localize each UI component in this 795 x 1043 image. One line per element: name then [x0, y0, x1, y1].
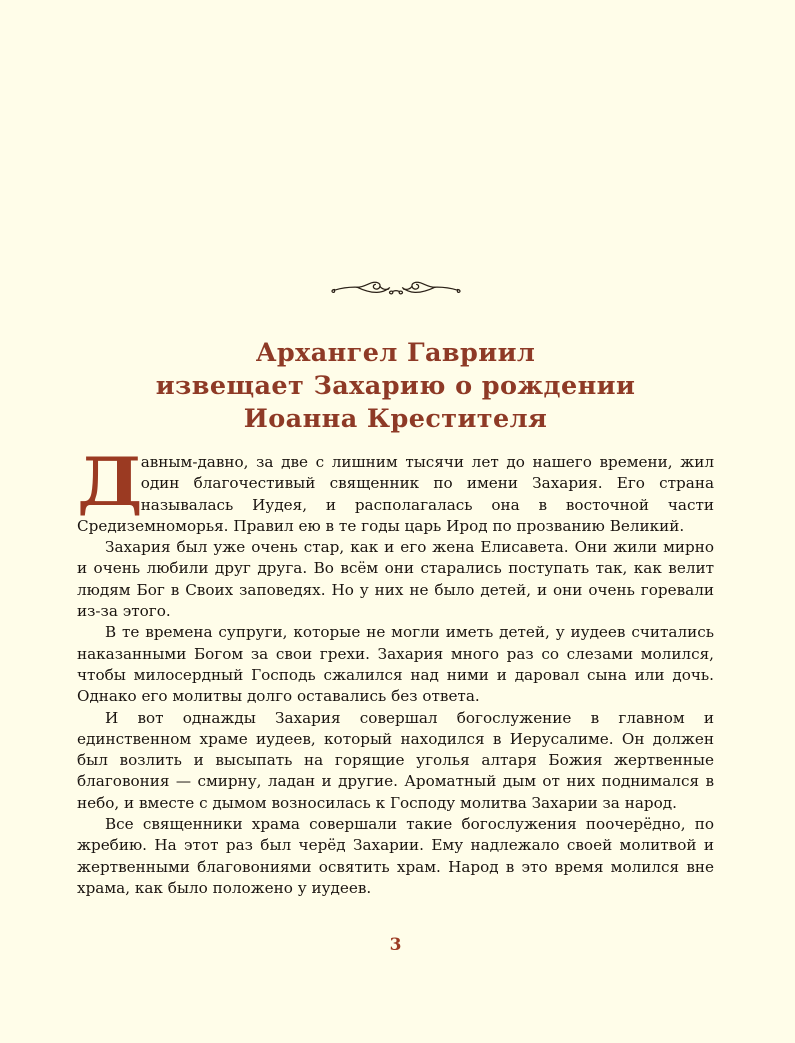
- calligraphic-flourish-icon: [329, 278, 463, 300]
- ornament-divider: [77, 278, 714, 300]
- paragraph-5: Все священники храма совершали такие богослужения поочерёдно, по жребию. На этот раз был черёд Захарии. Ему надлежало своей молитвой и жертвенными благовониями освятить храм. Народ в это время молился вне храма, как было положено у иудеев.: [77, 815, 714, 897]
- chapter-title-line-1: Архангел Гавриил: [255, 338, 536, 369]
- chapter-title: [77, 337, 714, 436]
- paragraph-1-text: авным-давно, за две с лишним тысячи лет до нашего времени, жил один благочестивый священник по имени Захария. Его страна называлась Иудея, и располагалась она в восточной части Средиземноморья. Правил ею в те годы царь Ирод по прозванию Великий.: [77, 453, 714, 535]
- chapter-title-line-2: извещает Захарию о рождении: [155, 371, 636, 402]
- paragraph-1: [77, 443, 714, 537]
- chapter-title-line-3: Иоанна Крестителя: [243, 404, 548, 435]
- body-text: [77, 443, 714, 899]
- paragraph-2: Захария был уже очень стар, как и его жена Елисавета. Они жили мирно и очень любили друг друга. Во всём они старались поступать так, как велит людям Бог в Своих заповедях. Но у них не было детей, и они очень горевали из-за этого.: [77, 538, 714, 621]
- paragraph-3: В те времена супруги, которые не могли иметь детей, у иудеев считались наказанными Богом за свои грехи. Захария много раз со слезами молился, чтобы милосердный Господь сжалился над ними и даровал сына или дочь. Однако его молитвы долго оставались без ответа.: [77, 623, 714, 706]
- paragraph-4: И вот однажды Захария совершал богослужение в главном и единственном храме иудеев, который находился в Иерусалиме. Он должен был возлить и высыпать на горящие уголья алтаря Божия жертвенные благовония — смирну, ладан и другие. Ароматный дым от них поднимался в небо, и вместе с дымом возносилась к Господу молитва Захарии за народ.: [77, 708, 714, 812]
- page-number: 3: [389, 935, 402, 955]
- drop-cap: Д: [77, 443, 143, 521]
